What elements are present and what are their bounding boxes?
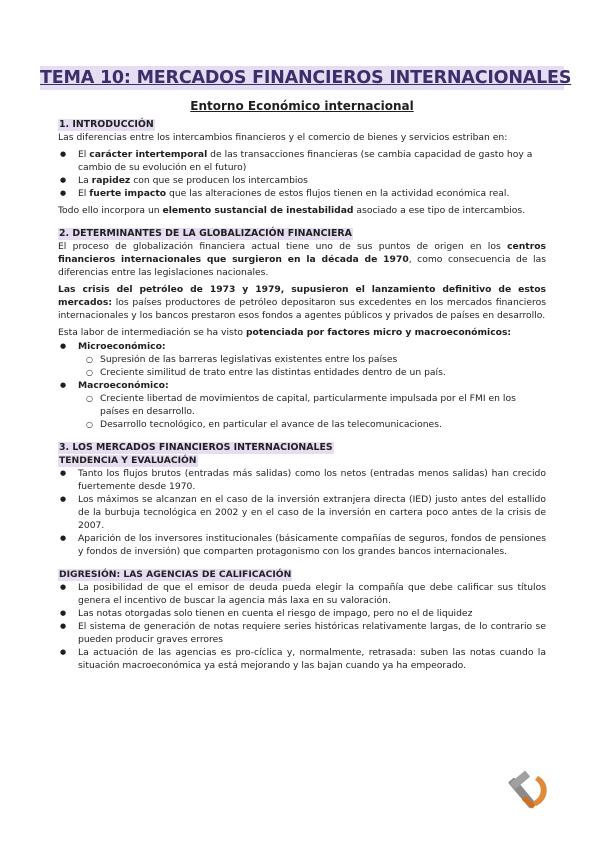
paragraph: Todo ello incorpora un elemento sustancial de inestabilidad asociado a ese tipo de intercambios. [58,205,526,216]
list-item: ● Macroeconómico: [58,379,546,392]
paragraph: Las diferencias entre los intercambios financieros y el comercio de bienes y servicios estriban en: [58,132,508,143]
bullet-list [58,467,546,558]
list-item: ● Tanto los flujos brutos (entradas más salidas) como los netos (entradas menos salidas) han crecido fuertemente desde 1970. [58,467,546,493]
paragraph: Las crisis del petróleo de 1973 y 1979, supusieron el lanzamiento definitivo de estos mercados: los países productores de petróleo depositaron sus excedentes en los mercados financieros internacionales y los bancos prestaron esos fondos a agentes públicos y privados de países en desarrollo. [58,284,546,321]
section-heading: 1. INTRODUCCIÓN [59,119,154,130]
section-mercados [58,441,546,672]
list-item: ● Aparición de los inversores institucionales (básicamente compañías de seguros, fondos de pensiones y fondos de inversión) que comparten protagonismo con los grandes bancos internacionales. [58,532,546,558]
section-heading: 2. DETERMINANTES DE LA GLOBALIZACIÓN FINANCIERA [59,228,352,239]
list-item: ○ Supresión de las barreras legislativas existentes entre los países [58,353,546,366]
hammer-sickle-logo-icon [508,770,552,814]
list-item: ○ Creciente similitud de trato entre las distintas entidades dentro de un país. [58,366,546,379]
document-title: TEMA 10: MERCADOS FINANCIEROS INTERNACIONALES [40,68,572,88]
paragraph: Esta labor de intermediación se ha visto potenciada por factores micro y macroeconómicos: [58,327,512,338]
section-heading: 3. LOS MERCADOS FINANCIEROS INTERNACIONALES [59,442,333,453]
bullet-list [58,340,546,353]
list-item: ● Los máximos se alcanzan en el caso de la inversión extranjera directa (IED) justo antes del estallido de la burbuja tecnológica en 2002 y en el caso de la inversión en cartera poco antes de la crisis de 2007. [58,493,546,532]
subsection-heading: DIGRESIÓN: LAS AGENCIAS DE CALIFICACIÓN [59,569,292,580]
sub-list [58,353,546,379]
list-item: ○ Desarrollo tecnológico, en particular el avance de las telecomunicaciones. [58,418,546,431]
document-subtitle: Entorno Económico internacional [190,99,414,113]
list-item: ● Microeconómico: [58,340,546,353]
document-page [40,66,572,676]
list-item: ● El sistema de generación de notas requiere series históricas relativamente largas, de lo contrario se pueden producir graves errores [58,620,546,646]
section-introduccion [58,118,546,217]
subsection-heading: TENDENCIA Y EVALUACIÓN [59,455,197,466]
section-determinantes [58,227,546,431]
bullet-list [58,581,546,672]
list-item: ● El fuerte impacto que las alteraciones de estos flujos tienen en la actividad económica real. [58,187,546,200]
paragraph: El proceso de globalización financiera actual tiene uno de sus puntos de origen en los centros financieros internacionales que surgieron en la década de 1970, como consecuencia de las diferencias entre las legislaciones nacionales. [58,241,546,278]
sub-list [58,392,546,431]
list-item: ● El carácter intertemporal de las transacciones financieras (se cambia capacidad de gasto hoy a cambio de su evolución en el futuro) [58,148,546,174]
list-item: ○ Creciente libertad de movimientos de capital, particularmente impulsada por el FMI en los países en desarrollo. [58,392,546,418]
bullet-list [58,148,546,200]
list-item: ● La posibilidad de que el emisor de deuda pueda elegir la compañía que debe calificar sus títulos genera el incentivo de buscar la agencia más laxa en su valoración. [58,581,546,607]
list-item: ● La rapidez con que se producen los intercambios [58,174,546,187]
list-item: ● Las notas otorgadas solo tienen en cuenta el riesgo de impago, pero no el de liquidez [58,607,546,620]
bullet-list [58,379,546,392]
list-item: ● La actuación de las agencias es pro-cíclica y, normalmente, retrasada: suben las notas cuando la situación macroeconómica ya está mejorando y las bajan cuando ya ha empeorado. [58,646,546,672]
